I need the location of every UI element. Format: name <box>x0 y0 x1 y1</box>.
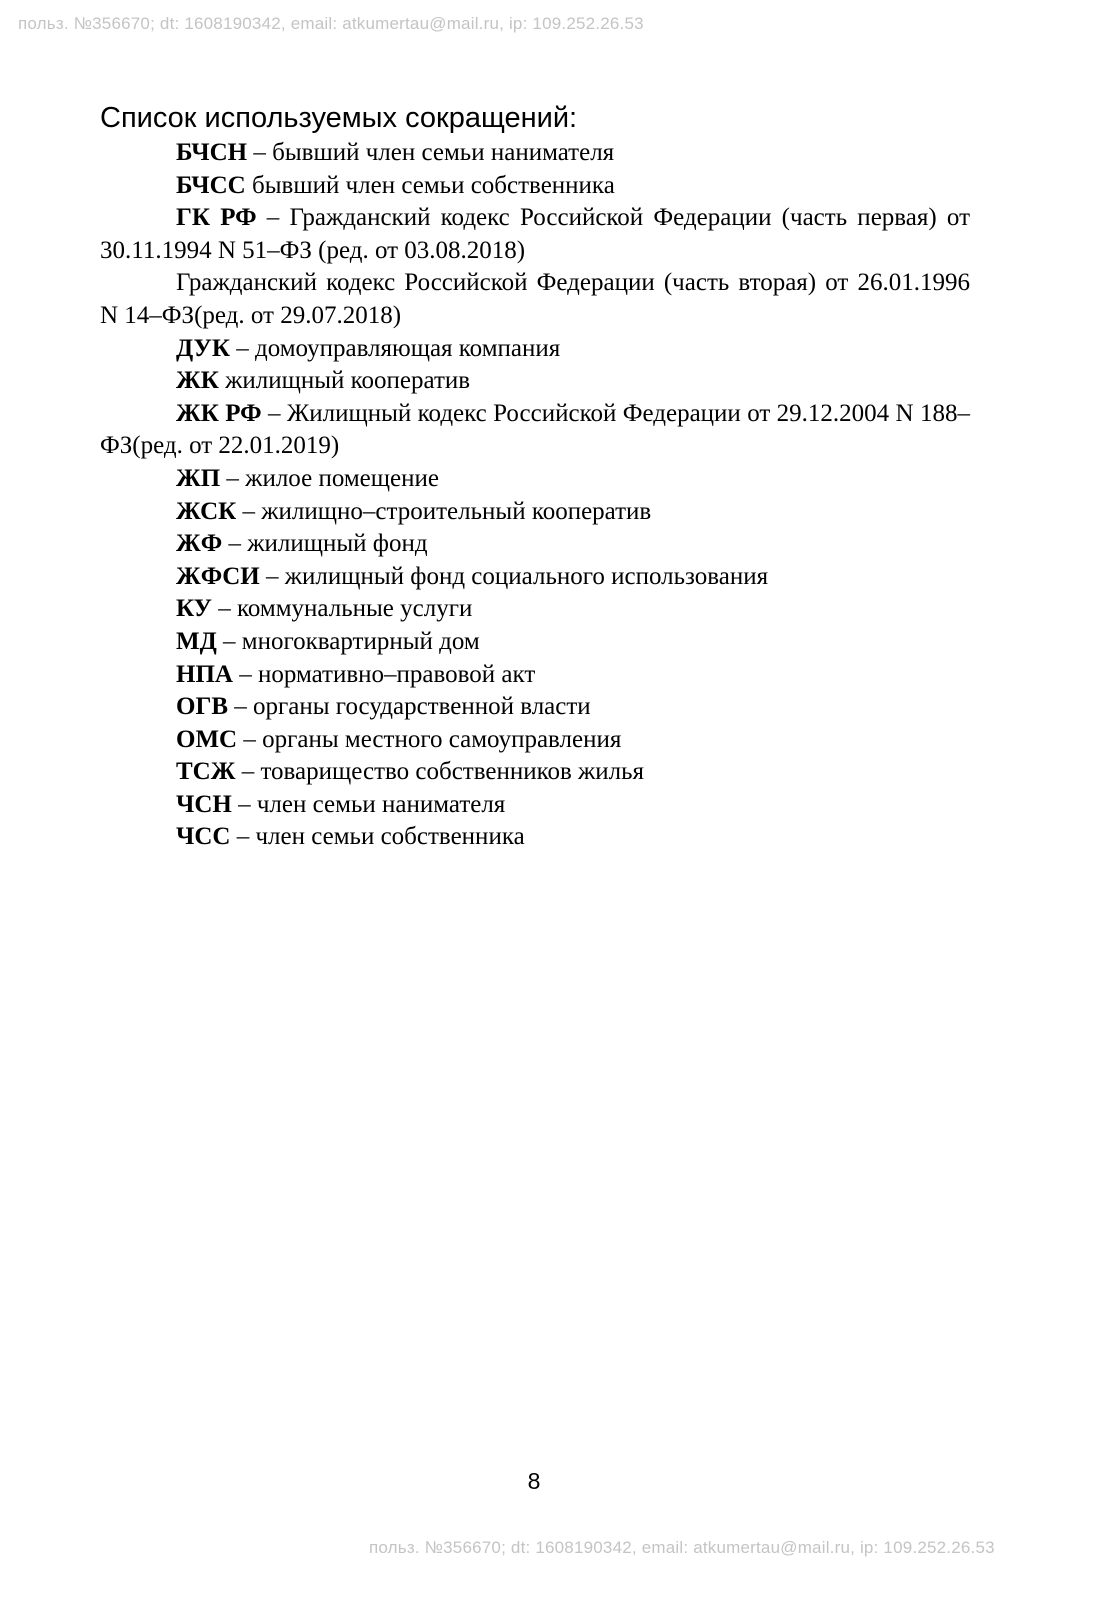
abbreviation-term: ЖФСИ <box>176 562 260 590</box>
abbreviation-definition: – органы государственной власти <box>228 693 591 721</box>
abbreviation-definition: – коммунальные услуги <box>211 595 473 623</box>
abbreviation-entry <box>100 789 970 822</box>
abbreviation-entry <box>100 137 970 170</box>
abbreviation-entry <box>100 756 970 789</box>
abbreviation-entry <box>100 626 970 659</box>
abbreviation-definition: – жилищно–строительный кооператив <box>236 497 652 525</box>
abbreviation-term: ЖК <box>176 367 219 395</box>
abbreviation-term: МД <box>176 627 217 655</box>
abbreviation-term: БЧСН <box>176 139 248 166</box>
abbreviation-term: ЖП <box>176 464 221 492</box>
abbreviation-term: ОМС <box>176 725 238 753</box>
abbreviation-entry <box>100 365 970 398</box>
abbreviation-entry <box>100 691 970 724</box>
abbreviation-entry <box>100 170 970 203</box>
abbreviation-entry <box>100 333 970 366</box>
abbreviation-term: ЖСК <box>176 497 237 525</box>
abbreviation-definition: – Жилищный кодекс Российской Федерации от 29.12.2004 N 188–ФЗ(ред. от 22.01.2019) <box>100 399 971 460</box>
abbreviation-term: ДУК <box>176 334 230 362</box>
abbreviation-definition: – жилищный фонд <box>222 530 428 558</box>
abbreviation-definition: бывший член семьи собственника <box>245 171 615 199</box>
abbreviation-term: ОГВ <box>176 693 229 721</box>
abbreviation-term: НПА <box>176 660 233 688</box>
abbreviation-entry <box>100 821 970 854</box>
abbreviation-definition: Гражданский кодекс Российской Федерации (часть вторая) от 26.01.1996 N 14–ФЗ(ред. от 29.07.2018) <box>100 269 970 329</box>
abbreviation-entry <box>100 496 970 529</box>
watermark-top: польз. №356670; dt: 1608190342, email: atkumertau@mail.ru, ip: 109.252.26.53 <box>18 14 644 33</box>
abbreviation-definition: – Гражданский кодекс Российской Федерации (часть первая) от 30.11.1994 N 51–ФЗ (ред. от 03.08.2018) <box>100 204 970 264</box>
abbreviation-definition: – многоквартирный дом <box>216 627 480 655</box>
abbreviation-entry <box>100 561 970 594</box>
abbreviation-definition: – бывший член семьи нанимателя <box>247 139 615 166</box>
abbreviation-entry <box>100 724 970 757</box>
abbreviation-term: ГК РФ <box>176 204 257 232</box>
abbreviation-entry <box>100 528 970 561</box>
abbreviation-entry <box>100 398 970 463</box>
abbreviation-term: БЧСС <box>176 171 246 199</box>
abbreviation-definition: – органы местного самоуправления <box>237 725 622 753</box>
abbreviation-definition: жилищный кооператив <box>218 367 471 395</box>
abbreviation-entry <box>100 463 970 496</box>
abbreviation-term: ЖФ <box>176 530 223 558</box>
abbreviation-term: ЧСН <box>176 790 232 818</box>
abbreviation-entry <box>100 202 970 267</box>
abbreviation-entry <box>100 659 970 692</box>
abbreviation-definition: – жилищный фонд социального использования <box>259 562 769 590</box>
abbreviation-entry <box>100 593 970 626</box>
abbreviation-entry <box>100 267 970 332</box>
abbreviation-term: ЖК РФ <box>176 399 262 427</box>
page-heading: Список используемых сокращений: <box>100 102 578 134</box>
abbreviations-list <box>100 137 970 854</box>
abbreviation-definition: – член семьи собственника <box>230 823 525 851</box>
abbreviation-definition: – жилое помещение <box>220 464 439 492</box>
page-number: 8 <box>527 1468 541 1494</box>
abbreviation-term: ТСЖ <box>176 758 236 786</box>
abbreviation-definition: – товарищество собственников жилья <box>235 758 645 786</box>
abbreviation-definition: – член семьи нанимателя <box>231 790 506 818</box>
abbreviation-definition: – нормативно–правовой акт <box>232 660 536 688</box>
abbreviation-term: ЧСС <box>176 823 231 851</box>
watermark-bottom: польз. №356670; dt: 1608190342, email: atkumertau@mail.ru, ip: 109.252.26.53 <box>369 1538 995 1557</box>
abbreviation-definition: – домоуправляющая компания <box>229 334 561 362</box>
abbreviation-term: КУ <box>176 595 212 623</box>
